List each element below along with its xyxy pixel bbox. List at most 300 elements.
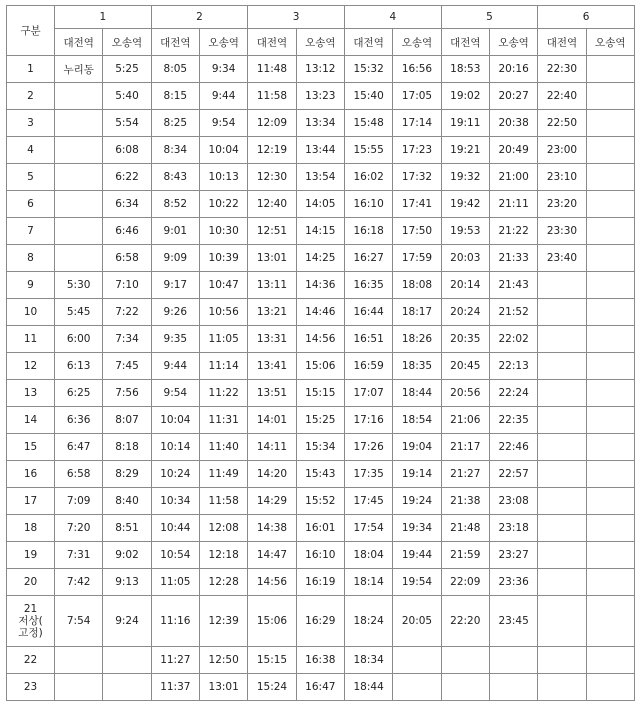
departure-time-station-a: 20:45 bbox=[441, 353, 489, 380]
departure-time-station-a: 7:54 bbox=[55, 596, 103, 647]
station-a-header: 대전역 bbox=[344, 29, 392, 56]
departure-time-station-b: 6:58 bbox=[103, 245, 151, 272]
departure-time-station-a bbox=[538, 674, 586, 701]
departure-time-station-b: 15:52 bbox=[296, 488, 344, 515]
departure-time-station-b: 12:18 bbox=[199, 542, 247, 569]
departure-time-station-a: 7:42 bbox=[55, 569, 103, 596]
departure-time-station-a: 16:27 bbox=[344, 245, 392, 272]
trip-group-header: 1 bbox=[55, 6, 152, 29]
departure-time-station-a: 17:45 bbox=[344, 488, 392, 515]
departure-time-station-b: 16:19 bbox=[296, 569, 344, 596]
departure-time-station-b: 9:34 bbox=[199, 56, 247, 83]
departure-time-station-a: 15:48 bbox=[344, 110, 392, 137]
table-row bbox=[7, 272, 635, 299]
trip-group-header: 6 bbox=[538, 6, 635, 29]
departure-time-station-a bbox=[538, 488, 586, 515]
departure-time-station-b: 6:34 bbox=[103, 191, 151, 218]
departure-time-station-a: 20:56 bbox=[441, 380, 489, 407]
departure-time-station-a: 15:06 bbox=[248, 596, 296, 647]
departure-time-station-a: 9:44 bbox=[151, 353, 199, 380]
table-row bbox=[7, 647, 635, 674]
departure-time-station-a bbox=[55, 83, 103, 110]
departure-time-station-b: 7:22 bbox=[103, 299, 151, 326]
departure-time-station-a: 16:44 bbox=[344, 299, 392, 326]
departure-time-station-b: 21:22 bbox=[489, 218, 537, 245]
departure-time-station-a: 19:21 bbox=[441, 137, 489, 164]
departure-time-station-b: 6:22 bbox=[103, 164, 151, 191]
station-a-header: 대전역 bbox=[441, 29, 489, 56]
row-number: 12 bbox=[7, 353, 55, 380]
departure-time-station-a: 16:51 bbox=[344, 326, 392, 353]
departure-time-station-a bbox=[538, 461, 586, 488]
station-header-row bbox=[7, 29, 635, 56]
station-b-header: 오송역 bbox=[296, 29, 344, 56]
departure-time-station-a bbox=[55, 218, 103, 245]
departure-time-station-b: 10:13 bbox=[199, 164, 247, 191]
departure-time-station-b: 9:02 bbox=[103, 542, 151, 569]
departure-time-station-b: 23:18 bbox=[489, 515, 537, 542]
row-number: 5 bbox=[7, 164, 55, 191]
table-row bbox=[7, 164, 635, 191]
table-row bbox=[7, 596, 635, 647]
departure-time-station-a: 10:04 bbox=[151, 407, 199, 434]
departure-time-station-a bbox=[538, 542, 586, 569]
departure-time-station-a: 15:55 bbox=[344, 137, 392, 164]
departure-time-station-b: 18:44 bbox=[393, 380, 441, 407]
departure-time-station-b: 18:08 bbox=[393, 272, 441, 299]
departure-time-station-a: 11:16 bbox=[151, 596, 199, 647]
table-row bbox=[7, 56, 635, 83]
departure-time-station-a bbox=[55, 647, 103, 674]
departure-time-station-b: 15:34 bbox=[296, 434, 344, 461]
timetable-body bbox=[7, 56, 635, 701]
departure-time-station-a: 17:26 bbox=[344, 434, 392, 461]
departure-time-station-a: 14:20 bbox=[248, 461, 296, 488]
departure-time-station-b bbox=[393, 674, 441, 701]
departure-time-station-a: 10:44 bbox=[151, 515, 199, 542]
departure-time-station-a: 8:05 bbox=[151, 56, 199, 83]
departure-time-station-b: 19:14 bbox=[393, 461, 441, 488]
departure-time-station-a: 22:30 bbox=[538, 56, 586, 83]
departure-time-station-b: 23:08 bbox=[489, 488, 537, 515]
station-b-header: 오송역 bbox=[103, 29, 151, 56]
table-row bbox=[7, 542, 635, 569]
departure-time-station-a: 9:01 bbox=[151, 218, 199, 245]
departure-time-station-a bbox=[441, 647, 489, 674]
departure-time-station-b: 5:25 bbox=[103, 56, 151, 83]
departure-time-station-b: 13:44 bbox=[296, 137, 344, 164]
departure-time-station-b: 11:40 bbox=[199, 434, 247, 461]
departure-time-station-b: 17:41 bbox=[393, 191, 441, 218]
departure-time-station-a: 9:17 bbox=[151, 272, 199, 299]
departure-time-station-b: 20:49 bbox=[489, 137, 537, 164]
departure-time-station-a: 20:14 bbox=[441, 272, 489, 299]
departure-time-station-a: 15:24 bbox=[248, 674, 296, 701]
departure-time-station-a: 11:27 bbox=[151, 647, 199, 674]
station-b-header: 오송역 bbox=[489, 29, 537, 56]
departure-time-station-b: 15:43 bbox=[296, 461, 344, 488]
departure-time-station-b: 23:36 bbox=[489, 569, 537, 596]
departure-time-station-a: 13:01 bbox=[248, 245, 296, 272]
departure-time-station-b: 22:46 bbox=[489, 434, 537, 461]
departure-time-station-a: 8:25 bbox=[151, 110, 199, 137]
departure-time-station-b bbox=[586, 272, 634, 299]
departure-time-station-b: 8:29 bbox=[103, 461, 151, 488]
row-number: 19 bbox=[7, 542, 55, 569]
departure-time-station-b bbox=[586, 674, 634, 701]
departure-time-station-b: 14:46 bbox=[296, 299, 344, 326]
departure-time-station-a: 19:53 bbox=[441, 218, 489, 245]
departure-time-station-b bbox=[586, 380, 634, 407]
departure-time-station-b bbox=[586, 245, 634, 272]
table-row bbox=[7, 299, 635, 326]
departure-time-station-b: 6:08 bbox=[103, 137, 151, 164]
table-row bbox=[7, 674, 635, 701]
departure-time-station-b bbox=[586, 353, 634, 380]
departure-time-station-a: 23:00 bbox=[538, 137, 586, 164]
departure-time-station-b: 16:38 bbox=[296, 647, 344, 674]
departure-time-station-a: 16:59 bbox=[344, 353, 392, 380]
departure-time-station-b bbox=[586, 515, 634, 542]
trip-group-header: 3 bbox=[248, 6, 345, 29]
departure-time-station-a: 14:29 bbox=[248, 488, 296, 515]
departure-time-station-a: 13:41 bbox=[248, 353, 296, 380]
bus-timetable bbox=[6, 5, 635, 701]
departure-time-station-a: 21:38 bbox=[441, 488, 489, 515]
table-row bbox=[7, 461, 635, 488]
departure-time-station-a bbox=[538, 299, 586, 326]
departure-time-station-b: 6:46 bbox=[103, 218, 151, 245]
departure-time-station-a: 7:09 bbox=[55, 488, 103, 515]
departure-time-station-b bbox=[586, 218, 634, 245]
departure-time-station-a: 19:11 bbox=[441, 110, 489, 137]
departure-time-station-b: 13:12 bbox=[296, 56, 344, 83]
departure-time-station-b: 7:56 bbox=[103, 380, 151, 407]
departure-time-station-a: 7:20 bbox=[55, 515, 103, 542]
departure-time-station-b: 21:52 bbox=[489, 299, 537, 326]
departure-time-station-a: 21:48 bbox=[441, 515, 489, 542]
departure-time-station-a: 16:18 bbox=[344, 218, 392, 245]
table-row bbox=[7, 569, 635, 596]
departure-time-station-a: 17:16 bbox=[344, 407, 392, 434]
departure-time-station-a bbox=[538, 434, 586, 461]
row-number: 4 bbox=[7, 137, 55, 164]
station-b-header: 오송역 bbox=[393, 29, 441, 56]
table-row bbox=[7, 218, 635, 245]
station-a-header: 대전역 bbox=[55, 29, 103, 56]
departure-time-station-a: 14:56 bbox=[248, 569, 296, 596]
departure-time-station-b: 7:10 bbox=[103, 272, 151, 299]
departure-time-station-b: 14:25 bbox=[296, 245, 344, 272]
departure-time-station-b bbox=[586, 164, 634, 191]
departure-time-station-a: 8:34 bbox=[151, 137, 199, 164]
departure-time-station-a bbox=[538, 272, 586, 299]
departure-time-station-a: 15:32 bbox=[344, 56, 392, 83]
departure-time-station-b bbox=[393, 647, 441, 674]
departure-time-station-a: 9:26 bbox=[151, 299, 199, 326]
table-row bbox=[7, 488, 635, 515]
departure-time-station-b: 14:05 bbox=[296, 191, 344, 218]
trip-group-header: 2 bbox=[151, 6, 248, 29]
departure-time-station-b: 13:34 bbox=[296, 110, 344, 137]
row-number: 7 bbox=[7, 218, 55, 245]
departure-time-station-b: 15:15 bbox=[296, 380, 344, 407]
departure-time-station-b: 14:36 bbox=[296, 272, 344, 299]
departure-time-station-a bbox=[55, 674, 103, 701]
station-a-header: 대전역 bbox=[538, 29, 586, 56]
departure-time-station-b: 9:44 bbox=[199, 83, 247, 110]
departure-time-station-b: 5:40 bbox=[103, 83, 151, 110]
departure-time-station-a: 11:05 bbox=[151, 569, 199, 596]
departure-time-station-b: 13:54 bbox=[296, 164, 344, 191]
departure-time-station-b: 18:35 bbox=[393, 353, 441, 380]
row-number: 22 bbox=[7, 647, 55, 674]
row-number: 18 bbox=[7, 515, 55, 542]
departure-time-station-b: 8:40 bbox=[103, 488, 151, 515]
departure-time-station-a: 누리동 bbox=[55, 56, 103, 83]
departure-time-station-b: 23:27 bbox=[489, 542, 537, 569]
departure-time-station-b: 13:01 bbox=[199, 674, 247, 701]
departure-time-station-a: 11:48 bbox=[248, 56, 296, 83]
departure-time-station-b: 14:15 bbox=[296, 218, 344, 245]
departure-time-station-b: 17:59 bbox=[393, 245, 441, 272]
departure-time-station-b: 21:33 bbox=[489, 245, 537, 272]
departure-time-station-b: 10:56 bbox=[199, 299, 247, 326]
departure-time-station-a: 12:51 bbox=[248, 218, 296, 245]
departure-time-station-b: 13:23 bbox=[296, 83, 344, 110]
station-a-header: 대전역 bbox=[248, 29, 296, 56]
departure-time-station-b: 8:18 bbox=[103, 434, 151, 461]
row-number: 17 bbox=[7, 488, 55, 515]
departure-time-station-b: 20:38 bbox=[489, 110, 537, 137]
departure-time-station-b: 21:43 bbox=[489, 272, 537, 299]
departure-time-station-b bbox=[489, 674, 537, 701]
departure-time-station-a: 14:11 bbox=[248, 434, 296, 461]
departure-time-station-a: 20:35 bbox=[441, 326, 489, 353]
departure-time-station-b: 22:24 bbox=[489, 380, 537, 407]
departure-time-station-a bbox=[538, 647, 586, 674]
station-b-header: 오송역 bbox=[586, 29, 634, 56]
table-row bbox=[7, 137, 635, 164]
departure-time-station-b bbox=[586, 488, 634, 515]
row-number: 3 bbox=[7, 110, 55, 137]
departure-time-station-a: 21:59 bbox=[441, 542, 489, 569]
departure-time-station-a: 6:25 bbox=[55, 380, 103, 407]
departure-time-station-b: 15:25 bbox=[296, 407, 344, 434]
departure-time-station-a: 22:40 bbox=[538, 83, 586, 110]
departure-time-station-b bbox=[586, 56, 634, 83]
departure-time-station-a: 5:30 bbox=[55, 272, 103, 299]
departure-time-station-b: 12:39 bbox=[199, 596, 247, 647]
departure-time-station-a bbox=[55, 137, 103, 164]
departure-time-station-a: 6:47 bbox=[55, 434, 103, 461]
departure-time-station-a: 5:45 bbox=[55, 299, 103, 326]
departure-time-station-b: 8:51 bbox=[103, 515, 151, 542]
departure-time-station-b: 17:32 bbox=[393, 164, 441, 191]
row-number: 6 bbox=[7, 191, 55, 218]
departure-time-station-a: 22:20 bbox=[441, 596, 489, 647]
departure-time-station-b: 21:00 bbox=[489, 164, 537, 191]
departure-time-station-b: 11:49 bbox=[199, 461, 247, 488]
station-a-header: 대전역 bbox=[151, 29, 199, 56]
row-number: 23 bbox=[7, 674, 55, 701]
departure-time-station-a: 9:09 bbox=[151, 245, 199, 272]
departure-time-station-a: 17:35 bbox=[344, 461, 392, 488]
row-number: 14 bbox=[7, 407, 55, 434]
departure-time-station-b: 12:50 bbox=[199, 647, 247, 674]
departure-time-station-a bbox=[538, 326, 586, 353]
departure-time-station-a: 6:00 bbox=[55, 326, 103, 353]
departure-time-station-b: 17:05 bbox=[393, 83, 441, 110]
departure-time-station-b: 17:14 bbox=[393, 110, 441, 137]
departure-time-station-b: 11:14 bbox=[199, 353, 247, 380]
departure-time-station-b: 9:24 bbox=[103, 596, 151, 647]
departure-time-station-a: 13:31 bbox=[248, 326, 296, 353]
departure-time-station-a: 19:32 bbox=[441, 164, 489, 191]
departure-time-station-a: 18:34 bbox=[344, 647, 392, 674]
table-row bbox=[7, 380, 635, 407]
table-row bbox=[7, 515, 635, 542]
row-number: 1 bbox=[7, 56, 55, 83]
departure-time-station-a: 23:10 bbox=[538, 164, 586, 191]
departure-time-station-b: 11:05 bbox=[199, 326, 247, 353]
departure-time-station-a: 18:24 bbox=[344, 596, 392, 647]
departure-time-station-b bbox=[586, 191, 634, 218]
departure-time-station-a: 18:44 bbox=[344, 674, 392, 701]
departure-time-station-b bbox=[586, 299, 634, 326]
departure-time-station-a: 14:38 bbox=[248, 515, 296, 542]
departure-time-station-b bbox=[586, 407, 634, 434]
departure-time-station-b: 11:31 bbox=[199, 407, 247, 434]
departure-time-station-b bbox=[586, 434, 634, 461]
departure-time-station-a: 21:27 bbox=[441, 461, 489, 488]
departure-time-station-b bbox=[586, 461, 634, 488]
departure-time-station-b: 22:57 bbox=[489, 461, 537, 488]
departure-time-station-b: 10:47 bbox=[199, 272, 247, 299]
departure-time-station-a: 13:21 bbox=[248, 299, 296, 326]
departure-time-station-a: 12:09 bbox=[248, 110, 296, 137]
table-row bbox=[7, 245, 635, 272]
departure-time-station-b bbox=[586, 110, 634, 137]
departure-time-station-a: 10:34 bbox=[151, 488, 199, 515]
departure-time-station-b: 20:16 bbox=[489, 56, 537, 83]
departure-time-station-a: 21:06 bbox=[441, 407, 489, 434]
departure-time-station-a: 9:54 bbox=[151, 380, 199, 407]
departure-time-station-a: 14:01 bbox=[248, 407, 296, 434]
departure-time-station-b bbox=[586, 137, 634, 164]
departure-time-station-a: 11:58 bbox=[248, 83, 296, 110]
departure-time-station-a: 10:54 bbox=[151, 542, 199, 569]
departure-time-station-b: 19:54 bbox=[393, 569, 441, 596]
departure-time-station-a bbox=[55, 191, 103, 218]
departure-time-station-b bbox=[103, 674, 151, 701]
row-number: 10 bbox=[7, 299, 55, 326]
departure-time-station-a: 15:15 bbox=[248, 647, 296, 674]
departure-time-station-a bbox=[55, 164, 103, 191]
station-b-header: 오송역 bbox=[199, 29, 247, 56]
departure-time-station-a: 23:30 bbox=[538, 218, 586, 245]
departure-time-station-a bbox=[441, 674, 489, 701]
departure-time-station-a: 19:02 bbox=[441, 83, 489, 110]
departure-time-station-a: 23:20 bbox=[538, 191, 586, 218]
table-row bbox=[7, 110, 635, 137]
departure-time-station-a bbox=[55, 245, 103, 272]
departure-time-station-a: 6:58 bbox=[55, 461, 103, 488]
departure-time-station-b: 10:22 bbox=[199, 191, 247, 218]
departure-time-station-a: 12:30 bbox=[248, 164, 296, 191]
departure-time-station-a: 20:03 bbox=[441, 245, 489, 272]
departure-time-station-a: 18:14 bbox=[344, 569, 392, 596]
departure-time-station-a: 15:40 bbox=[344, 83, 392, 110]
departure-time-station-a: 16:35 bbox=[344, 272, 392, 299]
departure-time-station-b: 18:26 bbox=[393, 326, 441, 353]
departure-time-station-a: 13:11 bbox=[248, 272, 296, 299]
departure-time-station-b: 5:54 bbox=[103, 110, 151, 137]
departure-time-station-b: 10:39 bbox=[199, 245, 247, 272]
departure-time-station-a: 9:35 bbox=[151, 326, 199, 353]
departure-time-station-a: 17:54 bbox=[344, 515, 392, 542]
departure-time-station-a: 21:17 bbox=[441, 434, 489, 461]
departure-time-station-a: 19:42 bbox=[441, 191, 489, 218]
departure-time-station-b: 11:58 bbox=[199, 488, 247, 515]
departure-time-station-b: 15:06 bbox=[296, 353, 344, 380]
departure-time-station-b: 22:02 bbox=[489, 326, 537, 353]
departure-time-station-b: 19:24 bbox=[393, 488, 441, 515]
departure-time-station-b: 11:22 bbox=[199, 380, 247, 407]
departure-time-station-a bbox=[538, 515, 586, 542]
departure-time-station-a: 10:14 bbox=[151, 434, 199, 461]
departure-time-station-b: 7:45 bbox=[103, 353, 151, 380]
departure-time-station-b: 19:44 bbox=[393, 542, 441, 569]
departure-time-station-a: 10:24 bbox=[151, 461, 199, 488]
departure-time-station-a: 22:09 bbox=[441, 569, 489, 596]
row-number: 21 저상( 고정) bbox=[7, 596, 55, 647]
departure-time-station-a: 18:04 bbox=[344, 542, 392, 569]
departure-time-station-b: 22:35 bbox=[489, 407, 537, 434]
departure-time-station-a: 13:51 bbox=[248, 380, 296, 407]
departure-time-station-a: 17:07 bbox=[344, 380, 392, 407]
departure-time-station-a: 6:36 bbox=[55, 407, 103, 434]
departure-time-station-b: 20:05 bbox=[393, 596, 441, 647]
departure-time-station-a bbox=[538, 407, 586, 434]
departure-time-station-b: 8:07 bbox=[103, 407, 151, 434]
departure-time-station-b: 10:30 bbox=[199, 218, 247, 245]
row-number: 2 bbox=[7, 83, 55, 110]
departure-time-station-a: 8:15 bbox=[151, 83, 199, 110]
departure-time-station-a: 7:31 bbox=[55, 542, 103, 569]
departure-time-station-b bbox=[103, 647, 151, 674]
departure-time-station-b: 17:50 bbox=[393, 218, 441, 245]
departure-time-station-a: 11:37 bbox=[151, 674, 199, 701]
table-row bbox=[7, 353, 635, 380]
departure-time-station-b: 19:04 bbox=[393, 434, 441, 461]
row-number: 13 bbox=[7, 380, 55, 407]
departure-time-station-a: 22:50 bbox=[538, 110, 586, 137]
departure-time-station-a: 8:52 bbox=[151, 191, 199, 218]
departure-time-station-b: 16:10 bbox=[296, 542, 344, 569]
departure-time-station-a: 14:47 bbox=[248, 542, 296, 569]
row-number: 8 bbox=[7, 245, 55, 272]
departure-time-station-b: 16:47 bbox=[296, 674, 344, 701]
departure-time-station-a: 20:24 bbox=[441, 299, 489, 326]
departure-time-station-b: 18:17 bbox=[393, 299, 441, 326]
trip-group-header-row bbox=[7, 6, 635, 29]
table-row bbox=[7, 407, 635, 434]
departure-time-station-b: 16:01 bbox=[296, 515, 344, 542]
departure-time-station-b: 7:34 bbox=[103, 326, 151, 353]
departure-time-station-a: 18:53 bbox=[441, 56, 489, 83]
table-row bbox=[7, 326, 635, 353]
